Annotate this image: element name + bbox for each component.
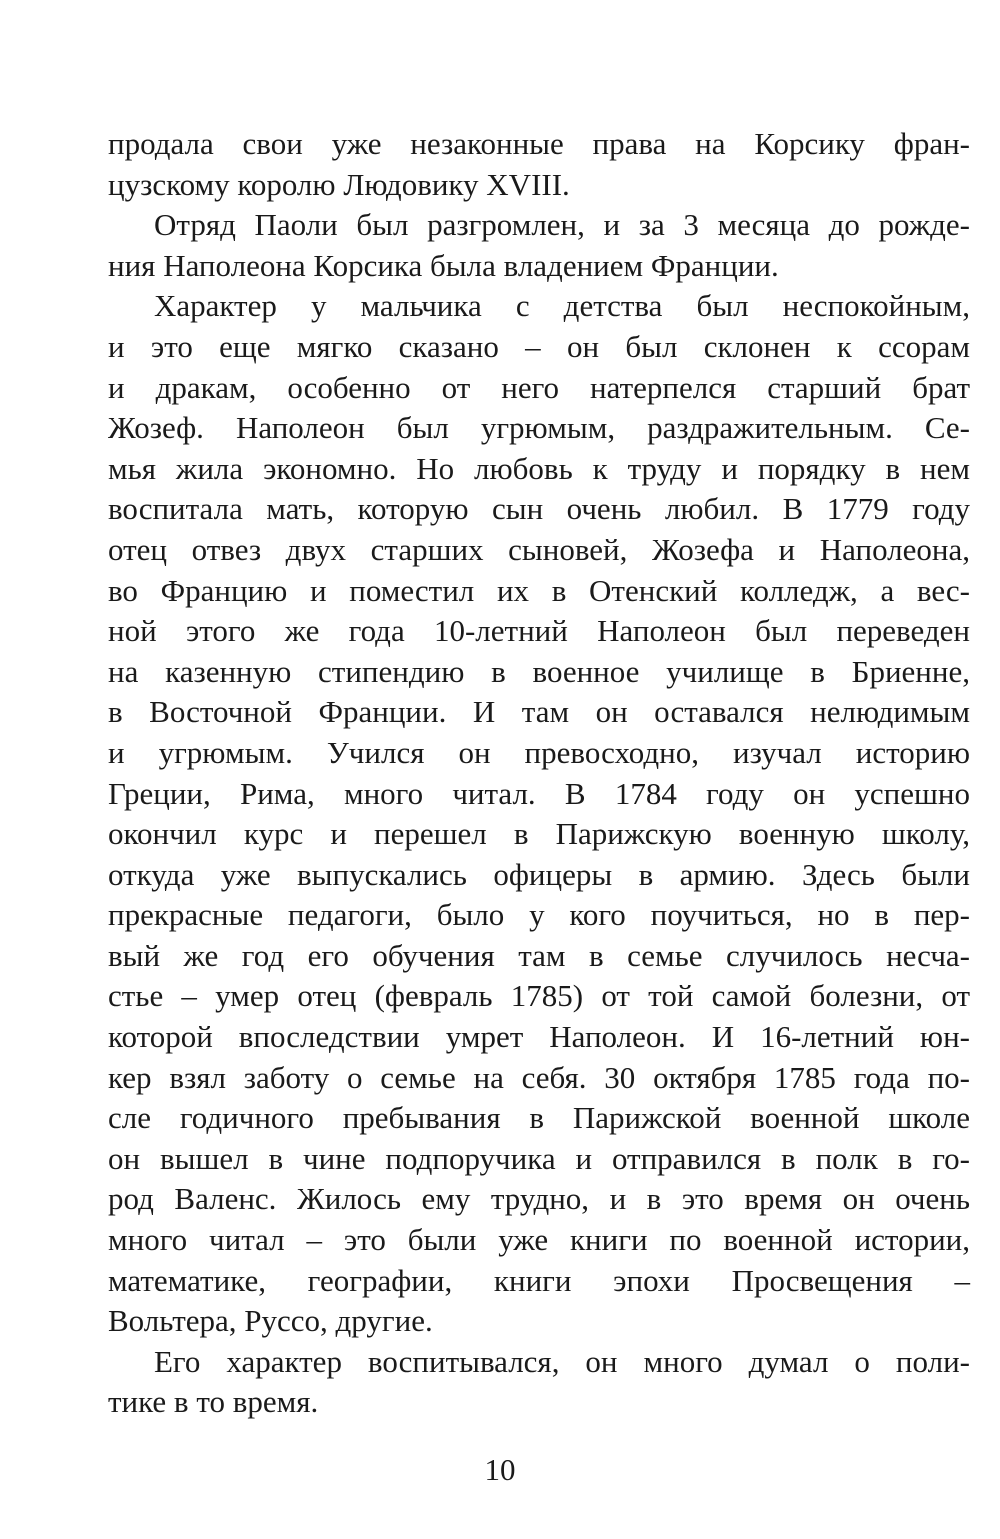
- text-line: род Валенс. Жилось ему трудно, и в это время он очень: [108, 1181, 970, 1217]
- text-line: воспитала мать, которую сын очень любил. В 1779 году: [108, 491, 970, 527]
- text-line: цузскому королю Людовику XVIII.: [108, 166, 570, 202]
- text-line: на казенную стипендию в военное училище в Бриенне,: [108, 653, 970, 689]
- text-line: отец отвез двух старших сыновей, Жозефа и Наполеона,: [108, 531, 970, 567]
- text-line: и угрюмым. Учился он превосходно, изучал историю: [108, 734, 970, 770]
- text-line: стье – умер отец (февраль 1785) от той самой болезни, от: [108, 978, 970, 1014]
- paragraph: [108, 1342, 970, 1423]
- text-line: ной этого же года 10-летний Наполеон был переведен: [108, 613, 970, 649]
- text-line: в Восточной Франции. И там он оставался нелюдимым: [108, 694, 970, 730]
- text-line: много читал – это были уже книги по военной истории,: [108, 1222, 970, 1258]
- paragraph: [108, 124, 970, 205]
- text-line: которой впоследствии умрет Наполеон. И 16-летний юн-: [108, 1019, 970, 1055]
- text-line: прекрасные педагоги, было у кого поучиться, но в пер-: [108, 897, 970, 933]
- book-page-text: [108, 124, 970, 1423]
- text-line: Жозеф. Наполеон был угрюмым, раздражительным. Се-: [108, 410, 970, 446]
- text-line: Греции, Рима, много читал. В 1784 году он успешно: [108, 775, 970, 811]
- text-line: и это еще мягко сказано – он был склонен к ссорам: [108, 328, 970, 364]
- text-line: кер взял заботу о семье на себя. 30 октября 1785 года по-: [108, 1059, 970, 1095]
- text-line: ния Наполеона Корсика была владением Франции.: [108, 247, 779, 283]
- text-line: откуда уже выпускались офицеры в армию. Здесь были: [108, 856, 970, 892]
- text-line: вый же год его обучения там в семье случилось несча-: [108, 937, 970, 973]
- paragraph: [108, 205, 970, 286]
- text-line: Его характер воспитывался, он много думал о поли-: [154, 1343, 970, 1379]
- text-line: Отряд Паоли был разгромлен, и за 3 месяца до рожде-: [154, 207, 970, 243]
- text-line: тике в то время.: [108, 1384, 319, 1420]
- text-line: мья жила экономно. Но любовь к труду и порядку в нем: [108, 450, 970, 486]
- text-line: Вольтера, Руссо, другие.: [108, 1303, 433, 1339]
- text-line: Характер у мальчика с детства был неспокойным,: [154, 288, 970, 324]
- text-line: математике, географии, книги эпохи Просвещения –: [108, 1262, 970, 1298]
- text-line: он вышел в чине подпоручика и отправился в полк в го-: [108, 1140, 970, 1176]
- text-line: окончил курс и перешел в Парижскую военную школу,: [108, 816, 970, 852]
- paragraph: [108, 286, 970, 1341]
- text-line: сле годичного пребывания в Парижской военной школе: [108, 1100, 970, 1136]
- text-line: продала свои уже незаконные права на Корсику фран-: [108, 126, 970, 161]
- text-line: и дракам, особенно от него натерпелся старший брат: [108, 369, 970, 405]
- page-number: 10: [484, 1452, 516, 1487]
- text-line: во Францию и поместил их в Отенский колледж, а вес-: [108, 572, 970, 608]
